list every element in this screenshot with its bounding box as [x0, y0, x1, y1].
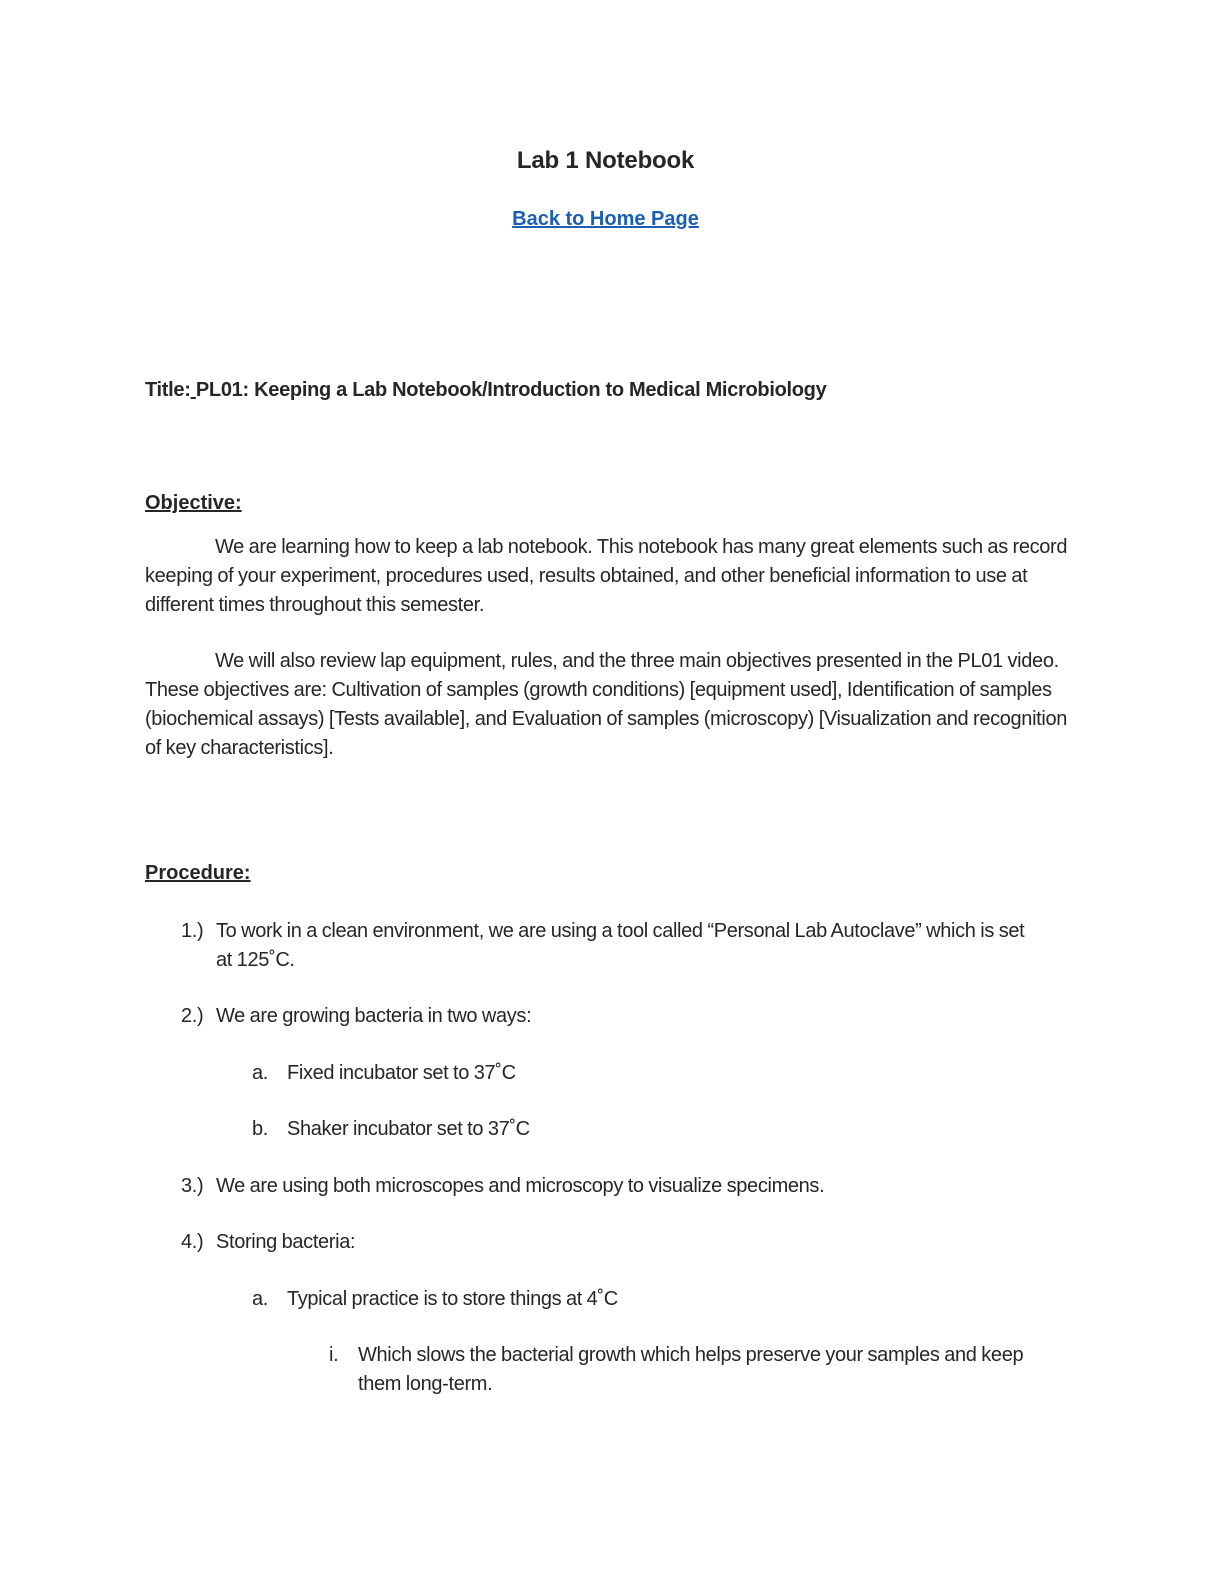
procedure-heading: Procedure: [145, 862, 251, 884]
step-text: We are using both microscopes and microscopy to visualize specimens. [216, 1175, 825, 1197]
list-marker: 1.) [181, 920, 204, 942]
procedure-step-2 [181, 1002, 1041, 1031]
procedure-step-2b [252, 1115, 1032, 1144]
step-text: Which slows the bacterial growth which helps preserve your samples and keep them long-term. [358, 1344, 1024, 1395]
step-text: Typical practice is to store things at 4˚C [287, 1288, 618, 1310]
list-marker: 4.) [181, 1231, 204, 1253]
back-to-home-link[interactable]: Back to Home Page [512, 208, 699, 230]
list-marker: 3.) [181, 1175, 204, 1197]
list-marker: i. [329, 1344, 339, 1366]
page-title: Lab 1 Notebook [516, 147, 695, 174]
step-text: Shaker incubator set to 37˚C [287, 1118, 530, 1140]
list-marker: a. [252, 1062, 268, 1084]
step-text: We are growing bacteria in two ways: [216, 1005, 532, 1027]
procedure-step-4 [181, 1228, 1041, 1257]
procedure-step-3 [181, 1172, 1061, 1201]
list-marker: a. [252, 1288, 268, 1310]
step-text: To work in a clean environment, we are using a tool called “Personal Lab Autoclave” which is set at 125˚C. [216, 920, 1025, 971]
title-label: Title: [145, 379, 191, 401]
list-marker: b. [252, 1118, 268, 1140]
step-text: Storing bacteria: [216, 1231, 356, 1253]
procedure-step-4a [252, 1285, 1032, 1314]
lab-title-line [145, 379, 826, 402]
objective-heading: Objective: [145, 492, 242, 514]
step-text: Fixed incubator set to 37˚C [287, 1062, 516, 1084]
objective-paragraph-2: We will also review lap equipment, rules, and the three main objectives presented in the PL01 video. These objectives are: Cultivation of samples (growth conditions) [equipment used], Identification of samples (biochemical assays) [Tests available], and Evaluation of samples (microscopy) [Visualization and recognition of key characteristics]. [145, 650, 1068, 759]
list-marker: 2.) [181, 1005, 204, 1027]
procedure-step-4ai [329, 1341, 1069, 1399]
objective-paragraph-1: We are learning how to keep a lab notebook. This notebook has many great elements such as record keeping of your experiment, procedures used, results obtained, and other beneficial information to use at different times throughout this semester. [145, 536, 1068, 616]
procedure-step-1 [181, 917, 1041, 975]
title-value: PL01: Keeping a Lab Notebook/Introduction to Medical Microbiology [195, 379, 827, 401]
home-link-container [0, 208, 1211, 231]
procedure-step-2a [252, 1059, 1032, 1088]
